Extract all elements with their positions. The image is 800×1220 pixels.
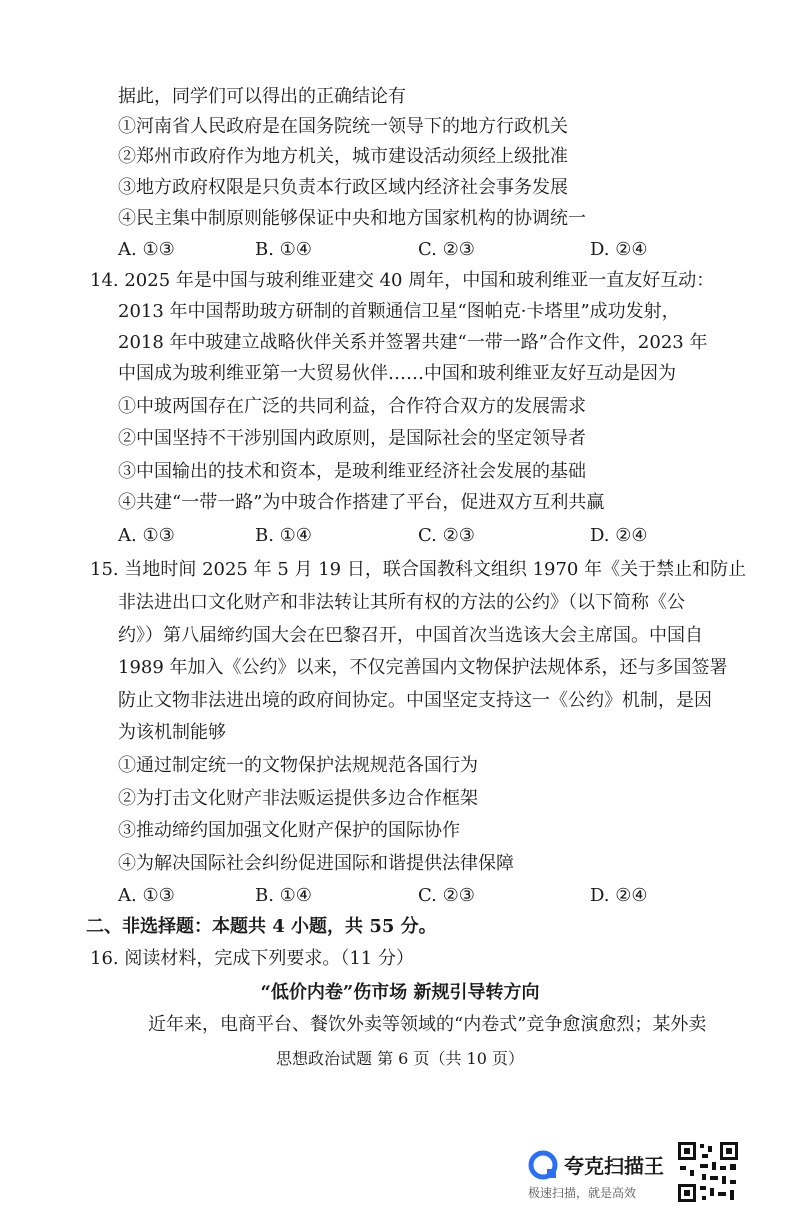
q14-stem-line-3: 2018 年中玻建立战略伙伴关系并签署共建“一带一路”合作文件，2023 年	[118, 332, 708, 353]
q13-item-4: ④民主集中制原则能够保证中央和地方国家机构的协调统一	[118, 208, 586, 229]
q14-stem-line-1: 14. 2025 年是中国与玻利维亚建交 40 周年，中国和玻利维亚一直友好互动：	[90, 270, 715, 291]
q14-item-1: ①中玻两国存在广泛的共同利益，合作符合双方的发展需求	[118, 396, 586, 417]
q13-option-c: C. ②③	[418, 239, 475, 260]
q13-item-1: ①河南省人民政府是在国务院统一领导下的地方行政机关	[118, 116, 568, 137]
q15-stem-line-6: 为该机制能够	[118, 722, 226, 743]
q14-stem-line-2: 2013 年中国帮助玻方研制的首颗通信卫星“图帕克·卡塔里”成功发射，	[118, 301, 680, 322]
section-heading: 二、非选择题：本题共 4 小题，共 55 分。	[86, 916, 437, 937]
q15-option-b: B. ①④	[255, 885, 312, 906]
q15-stem-line-4: 1989 年加入《公约》以来，不仅完善国内文物保护法规体系，还与多国签署	[118, 657, 728, 678]
q14-item-4: ④共建“一带一路”为中玻合作搭建了平台，促进双方互利共赢	[118, 492, 605, 513]
q15-item-4: ④为解决国际社会纠纷促进国际和谐提供法律保障	[118, 853, 514, 874]
q15-option-c: C. ②③	[418, 885, 475, 906]
q15-option-a: A. ①③	[118, 885, 175, 906]
q15-item-3: ③推动缔约国加强文化财产保护的国际协作	[118, 820, 460, 841]
q15-item-2: ②为打击文化财产非法贩运提供多边合作框架	[118, 788, 478, 809]
q15-item-1: ①通过制定统一的文物保护法规规范各国行为	[118, 755, 478, 776]
q14-option-d: D. ②④	[590, 525, 648, 546]
q13-intro: 据此，同学们可以得出的正确结论有	[118, 86, 406, 107]
scanner-logo-icon	[528, 1150, 558, 1180]
q15-option-d: D. ②④	[590, 885, 648, 906]
q14-item-2: ②中国坚持不干涉别国内政原则，是国际社会的坚定领导者	[118, 428, 586, 449]
q15-stem-line-5: 防止文物非法进出境的政府间协定。中国坚定支持这一《公约》机制，是因	[118, 690, 712, 711]
scanner-watermark	[528, 1148, 670, 1208]
q14-option-b: B. ①④	[255, 525, 312, 546]
scanner-brand: 夸克扫描王	[564, 1154, 664, 1178]
q16-material-line-1: 近年来，电商平台、餐饮外卖等领域的“内卷式”竞争愈演愈烈；某外卖	[148, 1014, 707, 1035]
q14-option-c: C. ②③	[418, 525, 475, 546]
q13-item-2: ②郑州市政府作为地方机关，城市建设活动须经上级批准	[118, 146, 568, 167]
q14-stem-line-4: 中国成为玻利维亚第一大贸易伙伴……中国和玻利维亚友好互动是因为	[118, 363, 676, 384]
q15-stem-line-3: 约》）第八届缔约国大会在巴黎召开，中国首次当选该大会主席国。中国自	[118, 625, 703, 646]
q13-option-d: D. ②④	[590, 239, 648, 260]
q15-stem-line-1: 15. 当地时间 2025 年 5 月 19 日，联合国教科文组织 1970 年《关于禁止和防止	[90, 559, 747, 580]
q13-item-3: ③地方政府权限是只负责本行政区域内经济社会事务发展	[118, 177, 568, 198]
page-footer: 思想政治试题 第 6 页（共 10 页）	[276, 1049, 524, 1068]
q13-option-a: A. ①③	[118, 239, 175, 260]
scanner-slogan: 极速扫描，就是高效	[528, 1186, 637, 1200]
q15-stem-line-2: 非法进出口文化财产和非法转让其所有权的方法的公约》（以下简称《公	[118, 592, 685, 613]
q16-stem: 16. 阅读材料，完成下列要求。（11 分）	[90, 948, 414, 969]
qr-code-icon	[676, 1140, 740, 1204]
q13-option-b: B. ①④	[255, 239, 312, 260]
q14-item-3: ③中国输出的技术和资本，是玻利维亚经济社会发展的基础	[118, 461, 586, 482]
q16-material-title: “低价内卷”伤市场 新规引导转方向	[260, 982, 540, 1003]
q14-option-a: A. ①③	[118, 525, 175, 546]
